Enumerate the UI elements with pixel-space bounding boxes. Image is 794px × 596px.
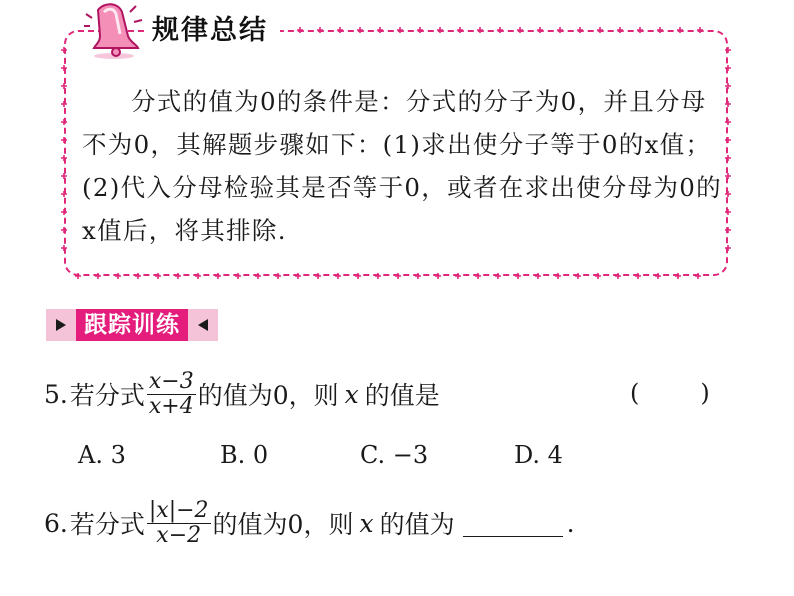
summary-title: 规律总结 (144, 13, 280, 49)
plus-mark (677, 27, 683, 33)
plus-mark (697, 27, 703, 33)
plus-mark (375, 273, 381, 279)
plus-mark (61, 83, 67, 89)
plus-mark (61, 47, 67, 53)
plus-mark (657, 27, 663, 33)
plus-mark (377, 27, 383, 33)
plus-mark (595, 273, 601, 279)
plus-mark (315, 273, 321, 279)
plus-mark (725, 191, 731, 197)
plus-mark (655, 273, 661, 279)
fraction-denominator: x+4 (148, 393, 194, 419)
plus-mark (95, 273, 101, 279)
plus-mark (497, 27, 503, 33)
plus-mark (61, 245, 67, 251)
plus-mark (457, 27, 463, 33)
plus-mark (61, 119, 67, 125)
question-number: 5. (44, 379, 68, 409)
plus-mark (725, 47, 731, 53)
choices (78, 441, 638, 475)
plus-mark (725, 101, 731, 107)
plus-mark (335, 273, 341, 279)
plus-mark (725, 65, 731, 71)
fraction-numerator: |x|−2 (148, 497, 209, 523)
plus-mark (357, 27, 363, 33)
plus-mark (615, 273, 621, 279)
plus-mark (337, 27, 343, 33)
plus-mark (235, 273, 241, 279)
plus-mark (635, 273, 641, 279)
fraction-numerator: x−3 (148, 368, 194, 394)
plus-mark (255, 273, 261, 279)
plus-mark (397, 27, 403, 33)
plus-mark (557, 27, 563, 33)
plus-mark (417, 27, 423, 33)
plus-mark (725, 119, 731, 125)
plus-mark (725, 137, 731, 143)
plus-mark (415, 273, 421, 279)
question-variable: x (344, 379, 359, 409)
plus-mark (215, 273, 221, 279)
plus-mark (317, 27, 323, 33)
fraction (147, 370, 196, 419)
plus-mark (61, 137, 67, 143)
plus-mark (275, 273, 281, 279)
question-end-mark: . (566, 508, 575, 538)
fraction-denominator: x−2 (156, 522, 202, 548)
plus-mark (61, 227, 67, 233)
plus-mark (61, 65, 67, 71)
answer-parentheses[interactable]: ( ) (630, 379, 710, 407)
plus-mark (355, 273, 361, 279)
plus-mark (555, 273, 561, 279)
plus-mark (637, 27, 643, 33)
plus-mark (435, 273, 441, 279)
plus-mark (517, 27, 523, 33)
plus-mark (577, 27, 583, 33)
choice-a[interactable]: A. 3 (78, 441, 126, 469)
question-suffix: 的值为0，则 (212, 510, 354, 539)
plus-mark (475, 273, 481, 279)
plus-mark (437, 27, 443, 33)
plus-mark (195, 273, 201, 279)
plus-mark (295, 273, 301, 279)
plus-mark (725, 173, 731, 179)
plus-mark (617, 27, 623, 33)
plus-mark (537, 27, 543, 33)
choice-c[interactable]: C. −3 (360, 441, 429, 469)
question-prefix: 若分式 (69, 381, 145, 410)
plus-mark (535, 273, 541, 279)
section-tag (46, 309, 218, 341)
plus-mark (297, 27, 303, 33)
plus-mark (725, 245, 731, 251)
plus-mark (395, 273, 401, 279)
question-ending: 的值是 (364, 381, 440, 410)
summary-header (84, 0, 148, 62)
plus-mark (61, 209, 67, 215)
question-prefix: 若分式 (69, 510, 145, 539)
choice-d[interactable]: D. 4 (514, 441, 563, 469)
plus-mark (597, 27, 603, 33)
plus-mark (495, 273, 501, 279)
plus-mark (477, 27, 483, 33)
summary-paragraph: 分式的值为0的条件是：分式的分子为0，并且分母不为0，其解题步骤如下：(1)求出使分子等于0的x值；(2)代入分母检验其是否等于0，或者在求出使分母为0的x值后，将其排除. (82, 87, 722, 245)
plus-mark (515, 273, 521, 279)
plus-mark (61, 155, 67, 161)
question-number: 6. (44, 508, 68, 538)
triangle-left-icon (188, 309, 218, 341)
plus-mark (675, 273, 681, 279)
question-5 (44, 363, 440, 425)
plus-mark (695, 273, 701, 279)
plus-mark (115, 273, 121, 279)
plus-mark (175, 273, 181, 279)
summary-text (82, 80, 722, 252)
plus-mark (575, 273, 581, 279)
choice-b[interactable]: B. 0 (220, 441, 269, 469)
plus-mark (135, 273, 141, 279)
plus-mark (725, 155, 731, 161)
plus-mark (725, 209, 731, 215)
fraction (147, 499, 211, 548)
plus-mark (61, 101, 67, 107)
plus-mark (725, 83, 731, 89)
question-suffix: 的值为0，则 (197, 381, 339, 410)
section-label: 跟踪训练 (76, 309, 188, 341)
bell-icon (84, 0, 148, 62)
answer-blank[interactable] (463, 510, 563, 537)
question-6 (44, 492, 575, 554)
plus-mark (155, 273, 161, 279)
plus-mark (61, 191, 67, 197)
plus-mark (75, 273, 81, 279)
triangle-right-icon (46, 309, 76, 341)
plus-mark (455, 273, 461, 279)
question-variable: x (359, 508, 374, 538)
plus-mark (725, 227, 731, 233)
question-ending: 的值为 (379, 510, 455, 539)
plus-mark (61, 173, 67, 179)
